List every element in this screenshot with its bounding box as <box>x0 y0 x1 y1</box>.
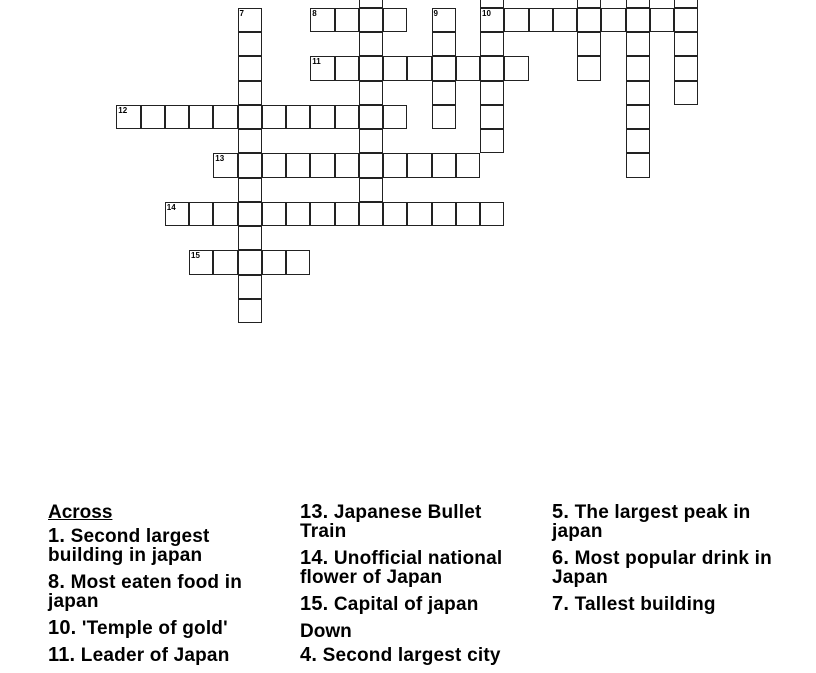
crossword-cell[interactable] <box>359 178 383 202</box>
clue-text: Leader of Japan <box>80 645 230 666</box>
crossword-cell[interactable] <box>432 153 456 177</box>
crossword-cell[interactable] <box>238 202 262 226</box>
crossword-cell[interactable] <box>286 250 310 274</box>
crossword-cell[interactable] <box>407 202 431 226</box>
cell-number: 12 <box>118 105 128 115</box>
cell-number: 8 <box>312 8 317 18</box>
crossword-cell[interactable] <box>504 56 528 80</box>
crossword-cell[interactable] <box>335 105 359 129</box>
cell-number: 14 <box>166 202 176 212</box>
crossword-cell[interactable] <box>480 105 504 129</box>
crossword-cell[interactable] <box>577 56 601 80</box>
clue-number: 13. <box>300 501 329 523</box>
cell-number: 11 <box>312 57 321 67</box>
clue-text: Japanese Bullet Train <box>300 502 482 542</box>
crossword-cell[interactable] <box>238 105 262 129</box>
cell-number: 13 <box>215 154 225 164</box>
crossword-cell[interactable] <box>238 226 262 250</box>
crossword-cell[interactable] <box>189 105 213 129</box>
clue-number: 14. <box>300 547 329 569</box>
crossword-cell[interactable] <box>165 105 189 129</box>
crossword-cell[interactable] <box>310 105 334 129</box>
crossword-cell[interactable] <box>359 105 383 129</box>
clue-number: 10. <box>48 617 77 639</box>
crossword-cell[interactable] <box>286 153 310 177</box>
clue-across-13 <box>300 503 526 541</box>
crossword-cell[interactable] <box>626 32 650 56</box>
crossword-cell[interactable] <box>626 0 650 8</box>
clue-number: 6. <box>552 547 570 569</box>
clue-down-4 <box>300 646 526 665</box>
cell-number: 7 <box>239 8 244 18</box>
crossword-cell[interactable] <box>674 81 698 105</box>
crossword-cell[interactable] <box>213 153 237 177</box>
crossword-cell[interactable] <box>480 81 504 105</box>
crossword-cell[interactable] <box>359 129 383 153</box>
crossword-cell[interactable] <box>335 153 359 177</box>
crossword-cell[interactable] <box>238 250 262 274</box>
crossword-cell[interactable] <box>432 8 456 32</box>
crossword-cell[interactable] <box>577 0 601 8</box>
crossword-cell[interactable] <box>165 202 189 226</box>
crossword-cell[interactable] <box>238 32 262 56</box>
crossword-cell[interactable] <box>359 202 383 226</box>
crossword-cell[interactable] <box>238 299 262 323</box>
crossword-cell[interactable] <box>529 8 553 32</box>
crossword-cell[interactable] <box>577 32 601 56</box>
clue-down-6 <box>552 549 778 587</box>
clue-text: Capital of japan <box>333 594 479 615</box>
crossword-cell[interactable] <box>456 153 480 177</box>
clue-across-1 <box>48 527 274 565</box>
clue-text: The largest peak in japan <box>552 502 751 542</box>
crossword-cell[interactable] <box>432 105 456 129</box>
crossword-cell[interactable] <box>310 153 334 177</box>
clue-text: Unofficial national flower of Japan <box>300 548 503 588</box>
crossword-cell[interactable] <box>480 32 504 56</box>
crossword-cell[interactable] <box>286 105 310 129</box>
clue-number: 11. <box>48 644 76 666</box>
crossword-cell[interactable] <box>480 0 504 8</box>
crossword-cell[interactable] <box>383 153 407 177</box>
crossword-cell[interactable] <box>359 81 383 105</box>
crossword-cell[interactable] <box>335 56 359 80</box>
clue-text: Most eaten food in japan <box>48 572 243 612</box>
crossword-cell[interactable] <box>238 56 262 80</box>
crossword-cell[interactable] <box>189 250 213 274</box>
down-heading: Down <box>300 621 352 642</box>
cell-number: 15 <box>191 251 200 261</box>
clue-number: 1. <box>48 525 66 547</box>
clue-text: Second largest building in japan <box>48 526 210 566</box>
clue-number: 5. <box>552 501 570 523</box>
crossword-cell[interactable] <box>456 202 480 226</box>
clues-section <box>48 503 778 673</box>
crossword-cell[interactable] <box>626 153 650 177</box>
clue-down-7 <box>552 595 778 614</box>
crossword-cell[interactable] <box>577 8 601 32</box>
crossword-cell[interactable] <box>383 8 407 32</box>
crossword-cell[interactable] <box>601 8 625 32</box>
crossword-cell[interactable] <box>213 202 237 226</box>
crossword-cell[interactable] <box>480 8 504 32</box>
crossword-cell[interactable] <box>626 105 650 129</box>
crossword-cell[interactable] <box>626 129 650 153</box>
clue-across-8 <box>48 573 274 611</box>
crossword-cell[interactable] <box>213 250 237 274</box>
crossword-cell[interactable] <box>383 105 407 129</box>
crossword-cell[interactable] <box>310 202 334 226</box>
crossword-cell[interactable] <box>504 8 528 32</box>
crossword-cell[interactable] <box>383 56 407 80</box>
crossword-cell[interactable] <box>553 8 577 32</box>
crossword-cell[interactable] <box>238 178 262 202</box>
crossword-cell[interactable] <box>335 202 359 226</box>
crossword-cell[interactable] <box>650 8 674 32</box>
clue-down-5 <box>552 503 778 541</box>
crossword-cell[interactable] <box>335 8 359 32</box>
clue-across-14 <box>300 549 526 587</box>
clue-number: 4. <box>300 644 318 666</box>
crossword-cell[interactable] <box>310 56 334 80</box>
crossword-cell[interactable] <box>626 8 650 32</box>
clue-text: 'Temple of gold' <box>81 618 228 639</box>
crossword-cell[interactable] <box>238 8 262 32</box>
crossword-cell[interactable] <box>262 105 286 129</box>
crossword-cell[interactable] <box>626 81 650 105</box>
clue-text: Most popular drink in Japan <box>552 548 772 588</box>
crossword-cell[interactable] <box>359 32 383 56</box>
clue-number: 15. <box>300 593 329 615</box>
crossword-cell[interactable] <box>238 275 262 299</box>
clue-across-10 <box>48 619 274 638</box>
clue-number: 7. <box>552 593 570 615</box>
crossword-cell[interactable] <box>359 0 383 8</box>
clue-text: Tallest building <box>574 594 716 615</box>
across-heading: Across <box>48 502 113 523</box>
crossword-cell[interactable] <box>432 56 456 80</box>
crossword-cell[interactable] <box>674 0 698 8</box>
crossword-cell[interactable] <box>407 153 431 177</box>
crossword-cell[interactable] <box>116 105 140 129</box>
crossword-cell[interactable] <box>480 56 504 80</box>
crossword-cell[interactable] <box>359 8 383 32</box>
crossword-cell[interactable] <box>262 250 286 274</box>
crossword-cell[interactable] <box>359 56 383 80</box>
crossword-cell[interactable] <box>432 32 456 56</box>
crossword-cell[interactable] <box>432 202 456 226</box>
crossword-cell[interactable] <box>238 81 262 105</box>
crossword-cell[interactable] <box>674 8 698 32</box>
crossword-cell[interactable] <box>262 202 286 226</box>
crossword-cell[interactable] <box>407 56 431 80</box>
crossword-cell[interactable] <box>310 8 334 32</box>
crossword-cell[interactable] <box>189 202 213 226</box>
clue-across-11 <box>48 646 274 665</box>
crossword-cell[interactable] <box>262 153 286 177</box>
crossword-cell[interactable] <box>213 105 237 129</box>
clue-number: 8. <box>48 571 66 593</box>
clue-across-15 <box>300 595 526 614</box>
crossword-cell[interactable] <box>141 105 165 129</box>
cell-number: 9 <box>433 8 438 18</box>
crossword-cell[interactable] <box>456 56 480 80</box>
crossword-cell[interactable] <box>674 32 698 56</box>
crossword-cell[interactable] <box>432 81 456 105</box>
crossword-cell[interactable] <box>480 202 504 226</box>
crossword-cell[interactable] <box>480 129 504 153</box>
crossword-cell[interactable] <box>626 56 650 80</box>
crossword-cell[interactable] <box>238 129 262 153</box>
clue-text: Second largest city <box>322 645 501 666</box>
crossword-cell[interactable] <box>238 153 262 177</box>
crossword-cell[interactable] <box>674 56 698 80</box>
cell-number: 10 <box>482 8 491 18</box>
crossword-cell[interactable] <box>286 202 310 226</box>
crossword-cell[interactable] <box>359 153 383 177</box>
crossword-cell[interactable] <box>383 202 407 226</box>
